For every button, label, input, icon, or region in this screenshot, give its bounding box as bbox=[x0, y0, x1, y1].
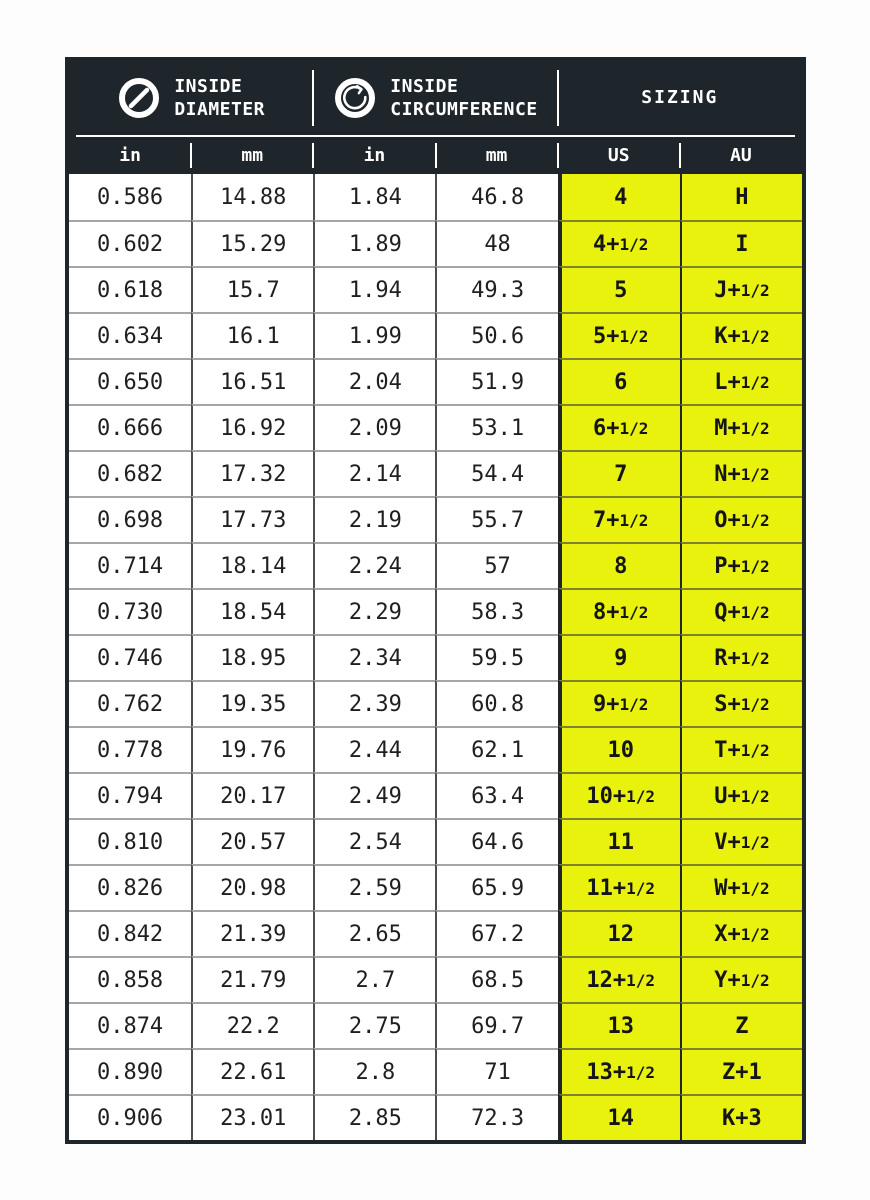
cell-circumference-mm: 50.6 bbox=[435, 312, 557, 358]
cell-size-au: K+ 1/2 bbox=[680, 312, 802, 358]
cell-circumference-mm: 53.1 bbox=[435, 404, 557, 450]
cell-diameter-in: 0.714 bbox=[69, 542, 191, 588]
cell-circumference-in: 1.99 bbox=[313, 312, 435, 358]
cell-circumference-in: 2.34 bbox=[313, 634, 435, 680]
cell-size-us: 13+ 1/2 bbox=[558, 1048, 680, 1094]
cell-circumference-in: 2.8 bbox=[313, 1048, 435, 1094]
cell-size-au: H bbox=[680, 174, 802, 220]
cell-size-us: 12 bbox=[558, 910, 680, 956]
cell-size-au: I bbox=[680, 220, 802, 266]
cell-circumference-mm: 63.4 bbox=[435, 772, 557, 818]
column-divider bbox=[557, 143, 559, 168]
cell-size-us: 6 bbox=[558, 358, 680, 404]
cell-size-us: 4 bbox=[558, 174, 680, 220]
column-header-us: US bbox=[607, 145, 630, 166]
cell-size-au: P+ 1/2 bbox=[680, 542, 802, 588]
ring-size-chart bbox=[65, 57, 806, 1144]
cell-diameter-in: 0.602 bbox=[69, 220, 191, 266]
cell-circumference-in: 1.89 bbox=[313, 220, 435, 266]
header-group-inside-circumference bbox=[313, 61, 557, 135]
cell-size-us: 6+ 1/2 bbox=[558, 404, 680, 450]
cell-size-au: Q+ 1/2 bbox=[680, 588, 802, 634]
cell-diameter-mm: 16.1 bbox=[191, 312, 313, 358]
cell-circumference-mm: 64.6 bbox=[435, 818, 557, 864]
cell-size-au: K+3 bbox=[680, 1094, 802, 1140]
cell-circumference-mm: 62.1 bbox=[435, 726, 557, 772]
cell-size-us: 8+ 1/2 bbox=[558, 588, 680, 634]
diameter-icon bbox=[117, 76, 161, 120]
table-body bbox=[69, 174, 802, 1140]
cell-circumference-in: 2.85 bbox=[313, 1094, 435, 1140]
cell-diameter-mm: 14.88 bbox=[191, 174, 313, 220]
cell-diameter-mm: 18.14 bbox=[191, 542, 313, 588]
group-label-line2: DIAMETER bbox=[174, 99, 266, 120]
cell-diameter-in: 0.890 bbox=[69, 1048, 191, 1094]
table-row bbox=[69, 864, 802, 910]
header-group-inside-diameter bbox=[69, 61, 313, 135]
column-divider bbox=[190, 143, 192, 168]
header-group-sizing bbox=[558, 61, 802, 135]
cell-diameter-in: 0.826 bbox=[69, 864, 191, 910]
cell-size-us: 10 bbox=[558, 726, 680, 772]
cell-diameter-mm: 20.17 bbox=[191, 772, 313, 818]
cell-diameter-mm: 19.76 bbox=[191, 726, 313, 772]
cell-circumference-mm: 65.9 bbox=[435, 864, 557, 910]
cell-circumference-in: 2.39 bbox=[313, 680, 435, 726]
cell-size-us: 5+ 1/2 bbox=[558, 312, 680, 358]
cell-diameter-mm: 18.95 bbox=[191, 634, 313, 680]
table-row bbox=[69, 772, 802, 818]
cell-diameter-mm: 22.2 bbox=[191, 1002, 313, 1048]
column-header-diameter-in: in bbox=[119, 145, 141, 166]
column-header-au: AU bbox=[730, 145, 752, 166]
cell-size-au: W+ 1/2 bbox=[680, 864, 802, 910]
header-group-row bbox=[69, 61, 802, 135]
cell-size-us: 7 bbox=[558, 450, 680, 496]
cell-size-us: 11+ 1/2 bbox=[558, 864, 680, 910]
table-row bbox=[69, 726, 802, 772]
cell-diameter-in: 0.634 bbox=[69, 312, 191, 358]
cell-diameter-mm: 21.39 bbox=[191, 910, 313, 956]
cell-circumference-mm: 67.2 bbox=[435, 910, 557, 956]
cell-diameter-mm: 17.73 bbox=[191, 496, 313, 542]
column-divider bbox=[435, 143, 437, 168]
circumference-icon bbox=[333, 76, 377, 120]
cell-circumference-mm: 69.7 bbox=[435, 1002, 557, 1048]
column-divider bbox=[312, 143, 314, 168]
cell-circumference-in: 2.65 bbox=[313, 910, 435, 956]
cell-diameter-mm: 15.29 bbox=[191, 220, 313, 266]
cell-size-au: V+ 1/2 bbox=[680, 818, 802, 864]
cell-diameter-mm: 16.51 bbox=[191, 358, 313, 404]
group-label-line1: SIZING bbox=[641, 87, 719, 109]
cell-diameter-in: 0.874 bbox=[69, 1002, 191, 1048]
cell-size-us: 11 bbox=[558, 818, 680, 864]
cell-circumference-mm: 58.3 bbox=[435, 588, 557, 634]
table-row bbox=[69, 404, 802, 450]
cell-diameter-in: 0.778 bbox=[69, 726, 191, 772]
cell-circumference-mm: 59.5 bbox=[435, 634, 557, 680]
cell-size-au: X+ 1/2 bbox=[680, 910, 802, 956]
table-row bbox=[69, 1048, 802, 1094]
cell-diameter-mm: 20.57 bbox=[191, 818, 313, 864]
table-row bbox=[69, 956, 802, 1002]
cell-size-us: 4+ 1/2 bbox=[558, 220, 680, 266]
cell-circumference-mm: 72.3 bbox=[435, 1094, 557, 1140]
cell-diameter-in: 0.682 bbox=[69, 450, 191, 496]
table-row bbox=[69, 174, 802, 220]
cell-circumference-in: 2.54 bbox=[313, 818, 435, 864]
table-header bbox=[69, 61, 802, 174]
column-header-diameter-mm: mm bbox=[241, 145, 264, 166]
cell-circumference-in: 1.94 bbox=[313, 266, 435, 312]
cell-size-us: 10+ 1/2 bbox=[558, 772, 680, 818]
cell-diameter-mm: 21.79 bbox=[191, 956, 313, 1002]
cell-size-au: R+ 1/2 bbox=[680, 634, 802, 680]
cell-diameter-in: 0.618 bbox=[69, 266, 191, 312]
table-row bbox=[69, 1002, 802, 1048]
cell-circumference-mm: 71 bbox=[435, 1048, 557, 1094]
table-row bbox=[69, 266, 802, 312]
cell-circumference-mm: 57 bbox=[435, 542, 557, 588]
cell-size-au: M+ 1/2 bbox=[680, 404, 802, 450]
table-row bbox=[69, 588, 802, 634]
table-row bbox=[69, 542, 802, 588]
cell-size-au: J+ 1/2 bbox=[680, 266, 802, 312]
header-group-label bbox=[390, 75, 537, 121]
cell-diameter-in: 0.746 bbox=[69, 634, 191, 680]
cell-circumference-mm: 48 bbox=[435, 220, 557, 266]
cell-diameter-in: 0.906 bbox=[69, 1094, 191, 1140]
cell-circumference-in: 1.84 bbox=[313, 174, 435, 220]
column-header-circumference-in: in bbox=[363, 145, 386, 166]
cell-circumference-mm: 46.8 bbox=[435, 174, 557, 220]
cell-size-au: Y+ 1/2 bbox=[680, 956, 802, 1002]
cell-circumference-mm: 55.7 bbox=[435, 496, 557, 542]
table-row bbox=[69, 680, 802, 726]
cell-diameter-mm: 17.32 bbox=[191, 450, 313, 496]
cell-circumference-in: 2.04 bbox=[313, 358, 435, 404]
cell-diameter-in: 0.842 bbox=[69, 910, 191, 956]
cell-diameter-in: 0.858 bbox=[69, 956, 191, 1002]
column-divider bbox=[679, 143, 681, 168]
group-label-line1: INSIDE bbox=[174, 75, 243, 97]
cell-diameter-in: 0.650 bbox=[69, 358, 191, 404]
cell-circumference-mm: 54.4 bbox=[435, 450, 557, 496]
cell-diameter-mm: 16.92 bbox=[191, 404, 313, 450]
table-row bbox=[69, 818, 802, 864]
group-label-line1: INSIDE bbox=[390, 75, 459, 97]
table-row bbox=[69, 220, 802, 266]
table-row bbox=[69, 910, 802, 956]
cell-size-au: T+ 1/2 bbox=[680, 726, 802, 772]
cell-circumference-in: 2.29 bbox=[313, 588, 435, 634]
cell-diameter-mm: 19.35 bbox=[191, 680, 313, 726]
cell-diameter-in: 0.698 bbox=[69, 496, 191, 542]
cell-size-us: 7+ 1/2 bbox=[558, 496, 680, 542]
cell-circumference-mm: 49.3 bbox=[435, 266, 557, 312]
cell-diameter-mm: 22.61 bbox=[191, 1048, 313, 1094]
cell-diameter-in: 0.810 bbox=[69, 818, 191, 864]
header-group-divider bbox=[312, 70, 314, 126]
cell-size-us: 9 bbox=[558, 634, 680, 680]
cell-size-us: 12+ 1/2 bbox=[558, 956, 680, 1002]
header-group-label bbox=[174, 75, 265, 121]
column-header-row bbox=[69, 137, 802, 174]
cell-size-au: Z bbox=[680, 1002, 802, 1048]
cell-size-us: 5 bbox=[558, 266, 680, 312]
group-label-line2: CIRCUMFERENCE bbox=[390, 99, 538, 120]
table-row bbox=[69, 634, 802, 680]
cell-size-us: 9+ 1/2 bbox=[558, 680, 680, 726]
cell-size-us: 8 bbox=[558, 542, 680, 588]
cell-diameter-mm: 23.01 bbox=[191, 1094, 313, 1140]
cell-circumference-in: 2.75 bbox=[313, 1002, 435, 1048]
cell-diameter-mm: 18.54 bbox=[191, 588, 313, 634]
cell-size-au: S+ 1/2 bbox=[680, 680, 802, 726]
cell-size-au: Z+1 bbox=[680, 1048, 802, 1094]
column-header-circumference-mm: mm bbox=[485, 145, 508, 166]
cell-circumference-in: 2.49 bbox=[313, 772, 435, 818]
cell-size-au: O+ 1/2 bbox=[680, 496, 802, 542]
table-row bbox=[69, 312, 802, 358]
cell-circumference-mm: 68.5 bbox=[435, 956, 557, 1002]
cell-size-us: 13 bbox=[558, 1002, 680, 1048]
cell-diameter-in: 0.794 bbox=[69, 772, 191, 818]
cell-circumference-mm: 60.8 bbox=[435, 680, 557, 726]
table-row bbox=[69, 450, 802, 496]
cell-circumference-in: 2.59 bbox=[313, 864, 435, 910]
cell-size-au: N+ 1/2 bbox=[680, 450, 802, 496]
cell-size-us: 14 bbox=[558, 1094, 680, 1140]
cell-diameter-mm: 15.7 bbox=[191, 266, 313, 312]
cell-size-au: U+ 1/2 bbox=[680, 772, 802, 818]
cell-circumference-in: 2.14 bbox=[313, 450, 435, 496]
cell-circumference-in: 2.7 bbox=[313, 956, 435, 1002]
cell-circumference-in: 2.19 bbox=[313, 496, 435, 542]
cell-size-au: L+ 1/2 bbox=[680, 358, 802, 404]
table-row bbox=[69, 1094, 802, 1140]
cell-diameter-in: 0.666 bbox=[69, 404, 191, 450]
cell-diameter-in: 0.586 bbox=[96, 184, 164, 210]
cell-circumference-in: 2.09 bbox=[313, 404, 435, 450]
cell-circumference-in: 2.44 bbox=[313, 726, 435, 772]
cell-circumference-mm: 51.9 bbox=[435, 358, 557, 404]
table-row bbox=[69, 496, 802, 542]
header-group-divider bbox=[557, 70, 559, 126]
table-row bbox=[69, 358, 802, 404]
cell-diameter-in: 0.762 bbox=[69, 680, 191, 726]
cell-circumference-in: 2.24 bbox=[313, 542, 435, 588]
cell-diameter-mm: 20.98 bbox=[191, 864, 313, 910]
cell-diameter-in: 0.730 bbox=[69, 588, 191, 634]
